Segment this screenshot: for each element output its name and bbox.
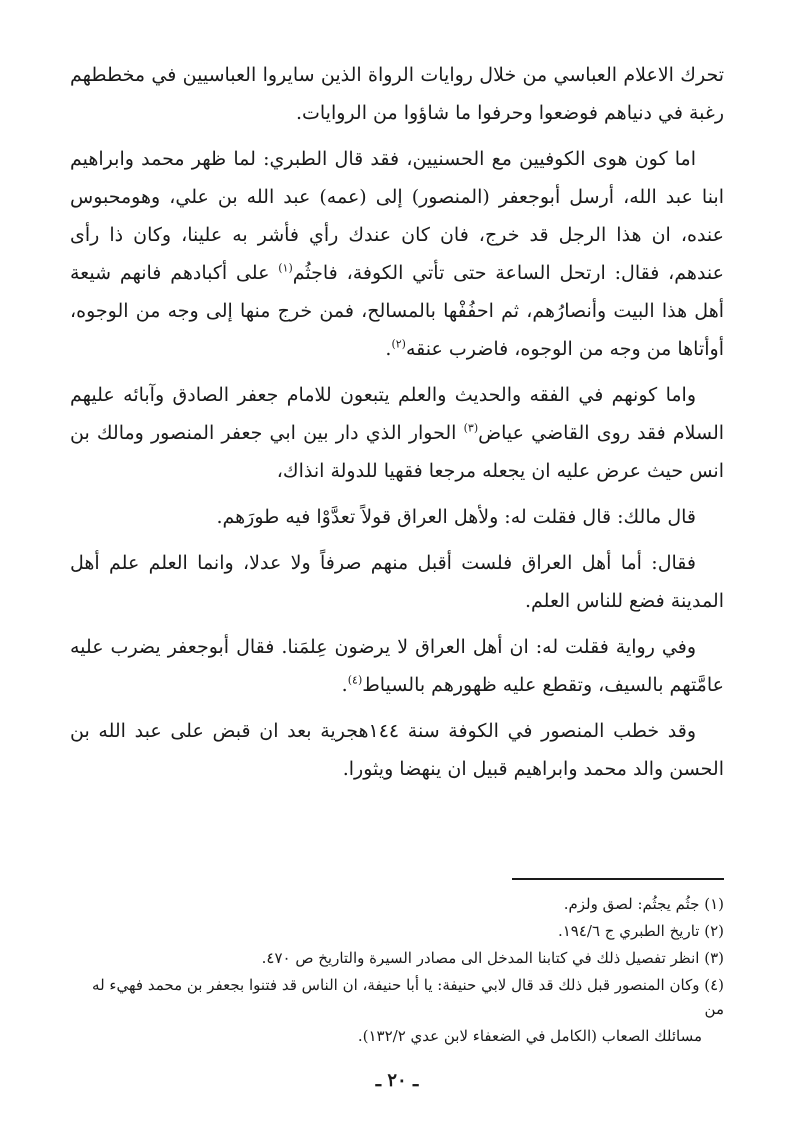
paragraph-1: تحرك الاعلام العباسي من خلال روايات الرواة الذين سايروا العباسيين في مخططهم رغبة في دنياهم فوضعوا وحرفوا ما شاؤوا من الروايات. (70, 64, 724, 124)
paragraph-3: واما كونهم في الفقه والحديث والعلم يتبعون للامام جعفر الصادق وآبائه عليهم السلام فقد روى القاضي عياض$^{(٣)}$ الحوار الذي دار بين ابي جعفر المنصور ومالك بن انس حيث عرض عليه ان يجعله مرجعا فقهيا للدولة انذاك، (70, 384, 725, 482)
footnote-marker-2[interactable]: (٢) (391, 337, 406, 351)
paragraph-2: اما كون هوى الكوفيين مع الحسنيين، فقد قال الطبري: لما ظهر محمد وابراهيم ابنا عبد الله، أرسل أبوجعفر (المنصور) إلى (عمه) عبد الله بن علي، وهومحبوس عنده، ان هذا الرجل قد خرج، فان كان عندك رأي فأشر به علينا، وكان ذا رأى عندهم، فقال: ارتحل الساعة حتى تأتي الكوفة، فاجثُم$^{(١)}$ على أكبادهم فانهم شيعة أهل هذا البيت وأنصارُهم، ثم احفُفْها بالمسالح، فمن خرج منها إلى وجه من الوجوه، أوأتاها من وجه من الوجوه، فاضرب عنقه$^{(٢)}$. (70, 148, 724, 360)
footnote-4: (٤) وكان المنصور قبل ذلك قد قال لابي حنيفة: يا أبا حنيفة، ان الناس قد فتنوا بجعفر بن محمد فهيء له من (92, 976, 724, 1018)
paragraph-5: فقال: أما أهل العراق فلست أقبل منهم صرفاً ولا عدلا، وانما العلم علم أهل المدينة فضع للناس العلم. (70, 552, 724, 612)
footnote-separator (512, 878, 724, 880)
paragraph-4: قال مالك: قال فقلت له: ولأهل العراق قولاً تعدَّوْا فيه طورَهم. (216, 506, 696, 528)
footnote-marker-1[interactable]: (١) (278, 261, 293, 275)
footnote-3: (٣) انظر تفصيل ذلك في كتابنا المدخل الى مصادر السيرة والتاريخ ص ٤٧٠. (261, 949, 724, 967)
paragraph-7: وقد خطب المنصور في الكوفة سنة ١٤٤هجرية بعد ان قبض على عبد الله بن الحسن والد محمد وابراهيم قبيل ان ينهضا ويثورا. (70, 720, 724, 780)
footnote-2: (٢) تاريخ الطبري ج ١٩٤/٦. (557, 922, 724, 940)
paragraph-6: وفي رواية فقلت له: ان أهل العراق لا يرضون عِلمَنا. فقال أبوجعفر يضرب عليه عامَّتهم بالسيف، وتقطع عليه ظهورهم بالسياط$^{(٤)}$. (70, 636, 724, 696)
footnote-marker-4[interactable]: (٤) (347, 673, 363, 687)
page-number: ـ ٢٠ ـ (375, 1070, 419, 1091)
footnote-marker-3[interactable]: (٣) (463, 421, 479, 435)
page-body (70, 56, 724, 796)
footnote-4-continued: مسائلك الصعاب (الكامل في الضعفاء لابن عدي ١٣٢/٢). (357, 1027, 702, 1045)
footnotes (70, 892, 724, 1051)
footnote-1: (١) جثُم يجثُم: لصق ولزم. (563, 895, 724, 913)
